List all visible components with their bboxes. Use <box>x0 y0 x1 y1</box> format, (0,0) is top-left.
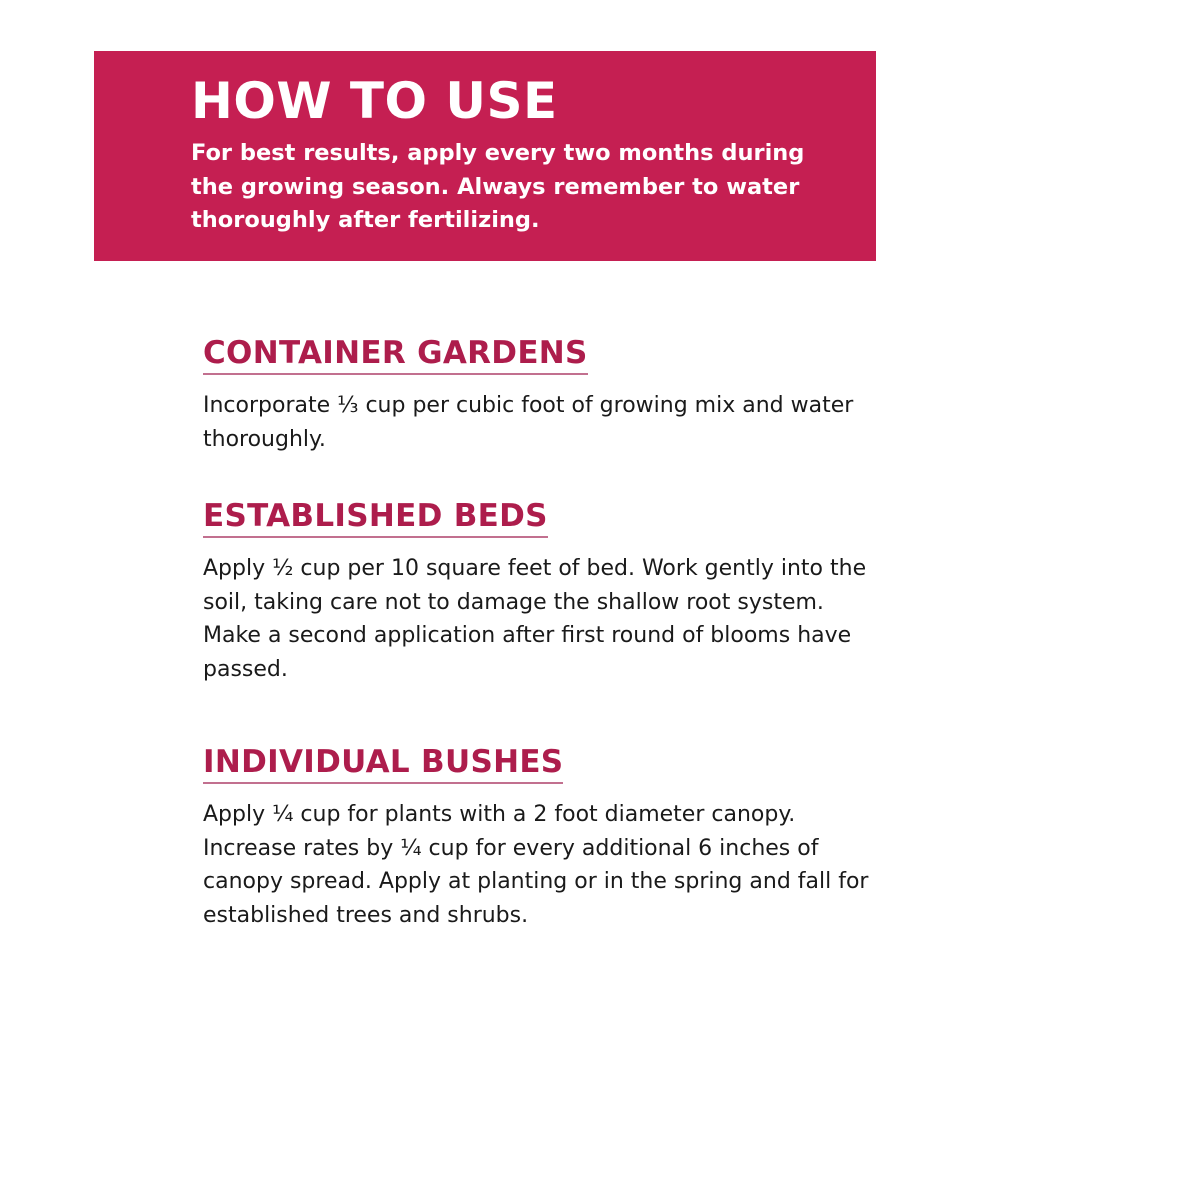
section-established-beds <box>203 497 883 687</box>
section-heading-individual-bushes: INDIVIDUAL BUSHES <box>203 743 563 784</box>
page-title: HOW TO USE <box>191 72 558 130</box>
section-heading-container-gardens: CONTAINER GARDENS <box>203 334 588 375</box>
section-body-established-beds: Apply ½ cup per 10 square feet of bed. Work gently into the soil, taking care not to damage the shallow root system. Make a second application after first round of blooms have passed. <box>203 556 867 683</box>
section-container-gardens <box>203 334 883 456</box>
section-body-container-gardens: Incorporate ⅓ cup per cubic foot of growing mix and water thoroughly. <box>203 393 854 452</box>
banner-intro-text: For best results, apply every two months during the growing season. Always remember to water thoroughly after fertilizing. <box>191 140 805 233</box>
section-individual-bushes <box>203 743 883 933</box>
section-body-individual-bushes: Apply ¼ cup for plants with a 2 foot diameter canopy. Increase rates by ¼ cup for every additional 6 inches of canopy spread. Apply at planting or in the spring and fall for established trees and shrubs. <box>203 802 869 929</box>
how-to-use-banner <box>94 51 876 261</box>
section-heading-established-beds: ESTABLISHED BEDS <box>203 497 548 538</box>
